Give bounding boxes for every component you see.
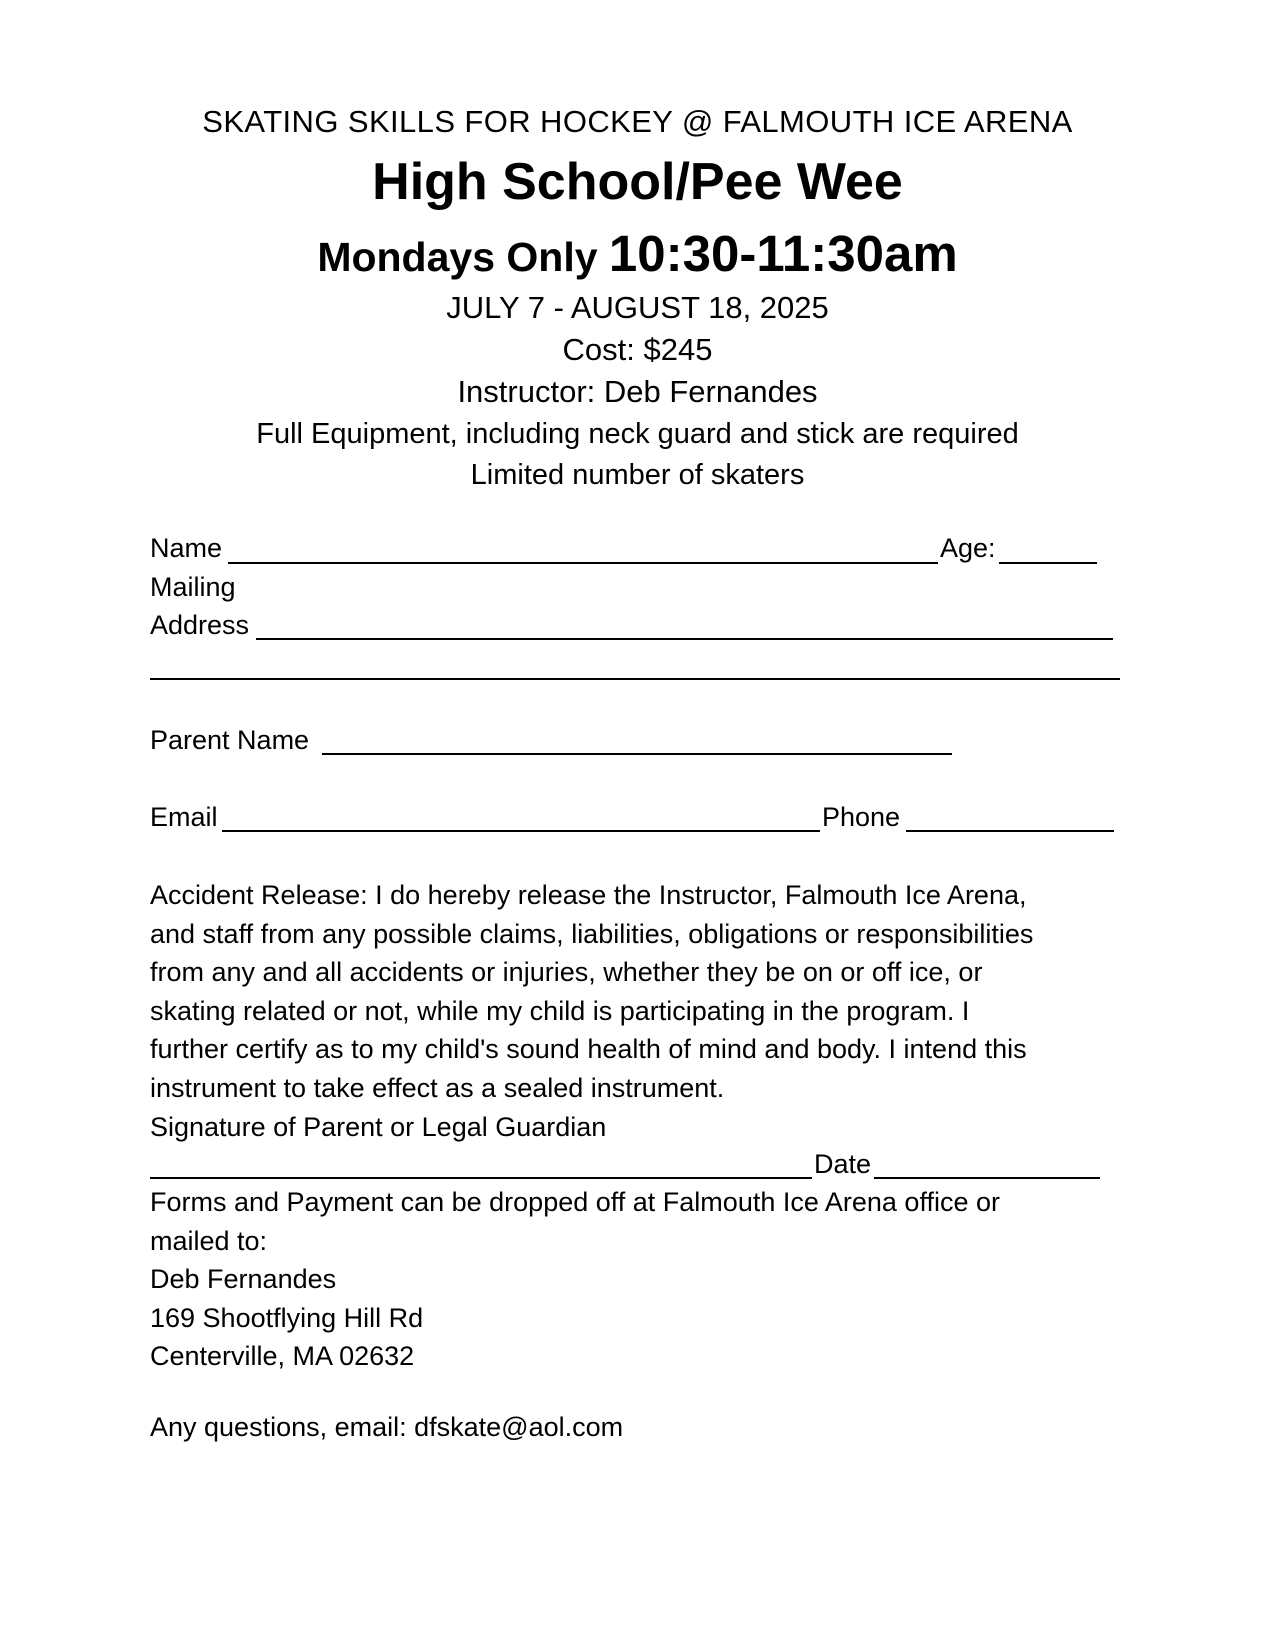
header-title: SKATING SKILLS FOR HOCKEY @ FALMOUTH ICE ARENA	[202, 104, 1073, 139]
drop-off-instructions	[150, 1183, 1130, 1376]
address-label: Address	[150, 610, 250, 640]
release-line: further certify as to my child's sound health of mind and body. I intend this	[150, 1034, 1027, 1064]
limited-notice: Limited number of skaters	[470, 459, 805, 491]
schedule	[0, 224, 1275, 283]
signature-label: Signature of Parent or Legal Guardian	[150, 1112, 607, 1142]
phone-label: Phone	[822, 802, 901, 832]
address-field-line-2[interactable]	[150, 678, 1120, 680]
questions-contact: Any questions, email: dfskate@aol.com	[150, 1412, 624, 1442]
release-line: skating related or not, while my child is participating in the program. I	[150, 995, 970, 1026]
program-instructor: Instructor: Deb Fernandes	[457, 374, 818, 409]
release-line: instrument to take effect as a sealed instrument.	[150, 1072, 725, 1103]
schedule-time: 10:30-11:30am	[608, 225, 958, 282]
program-cost: Cost: $245	[562, 332, 713, 367]
mailing-label: Mailing	[150, 572, 236, 602]
age-field[interactable]	[999, 562, 1097, 564]
footer-line: 169 Shootflying Hill Rd	[150, 1302, 424, 1333]
equipment-requirement: Full Equipment, including neck guard and stick are required	[256, 418, 1019, 450]
name-field[interactable]	[228, 562, 938, 564]
name-label: Name	[150, 533, 223, 563]
footer-line: Deb Fernandes	[150, 1264, 337, 1294]
release-line: from any and all accidents or injuries, whether they be on or off ice, or	[150, 957, 983, 987]
date-field[interactable]	[874, 1177, 1100, 1179]
footer-line: mailed to:	[150, 1225, 268, 1256]
footer-line: Centerville, MA 02632	[150, 1341, 415, 1371]
phone-field[interactable]	[906, 830, 1114, 832]
signature-field[interactable]	[150, 1177, 812, 1179]
accident-release	[150, 876, 1130, 1107]
footer-line: Forms and Payment can be dropped off at Falmouth Ice Arena office or	[150, 1187, 1000, 1217]
release-line: and staff from any possible claims, liabilities, obligations or responsibilities	[150, 918, 1034, 949]
release-line: Accident Release: I do hereby release the Instructor, Falmouth Ice Arena,	[150, 880, 1027, 910]
parent-name-label: Parent Name	[150, 725, 310, 755]
age-label: Age:	[940, 533, 996, 563]
schedule-prefix: Mondays Only	[317, 234, 609, 280]
email-field[interactable]	[222, 830, 820, 832]
date-label: Date	[814, 1149, 872, 1179]
program-title: High School/Pee Wee	[372, 153, 903, 211]
program-dates: JULY 7 - AUGUST 18, 2025	[446, 290, 829, 325]
address-field-line-1[interactable]	[256, 638, 1113, 640]
parent-name-field[interactable]	[322, 753, 952, 755]
email-label: Email	[150, 802, 218, 832]
